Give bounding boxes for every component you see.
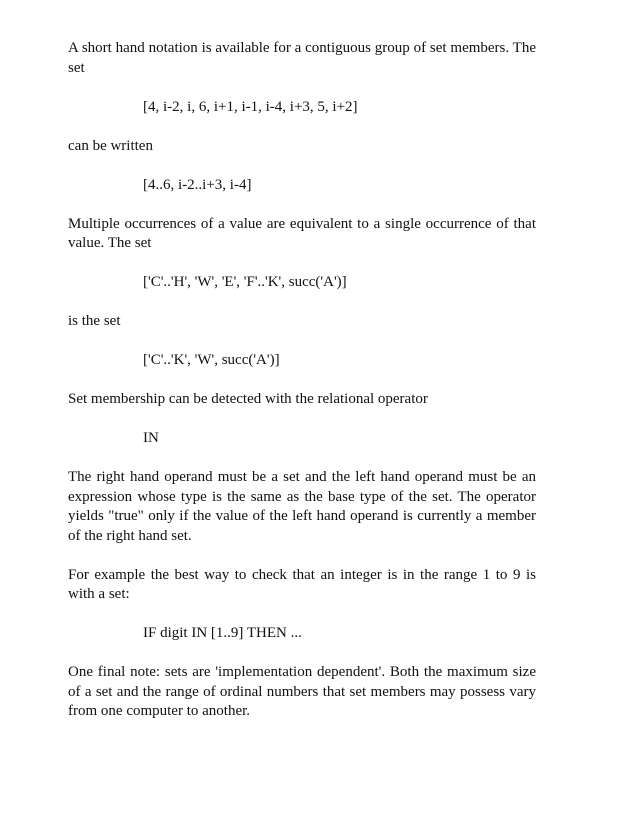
code-example-char-set-reduced: ['C'..'K', 'W', succ('A')] <box>143 352 280 368</box>
paragraph-set-membership: Set membership can be detected with the relational operator <box>68 391 428 407</box>
document-page <box>68 39 536 741</box>
code-example-char-set: ['C'..'H', 'W', 'E', 'F'..'K', succ('A')] <box>143 274 347 290</box>
code-example-if-digit: IF digit IN [1..9] THEN ... <box>143 625 302 641</box>
code-example-set-shorthand: [4..6, i-2..i+3, i-4] <box>143 176 252 193</box>
paragraph-final-note: One final note: sets are 'implementation dependent'. Both the maximum size of a set and the range of ordinal numbers that set members may possess vary from one computer to another. <box>68 664 536 719</box>
paragraph-range-check: For example the best way to check that an integer is in the range 1 to 9 is with a set: <box>68 566 536 602</box>
paragraph-operand-rules: The right hand operand must be a set and the left hand operand must be an expression whose type is the same as the base type of the set. The operator yields "true" only if the value of the left hand operand is currently a member of the right hand set. <box>68 469 536 544</box>
code-example-set-full: [4, i-2, i, 6, i+1, i-1, i-4, i+3, 5, i+2] <box>143 98 358 115</box>
paragraph-can-be-written: can be written <box>68 137 153 154</box>
paragraph-is-the-set: is the set <box>68 313 121 329</box>
paragraph-multiple-occurrences: Multiple occurrences of a value are equivalent to a single occurrence of that value. The set <box>68 215 536 251</box>
code-example-in-operator: IN <box>143 430 159 446</box>
paragraph-shorthand-intro: A short hand notation is available for a contiguous group of set members. The set <box>68 40 536 76</box>
